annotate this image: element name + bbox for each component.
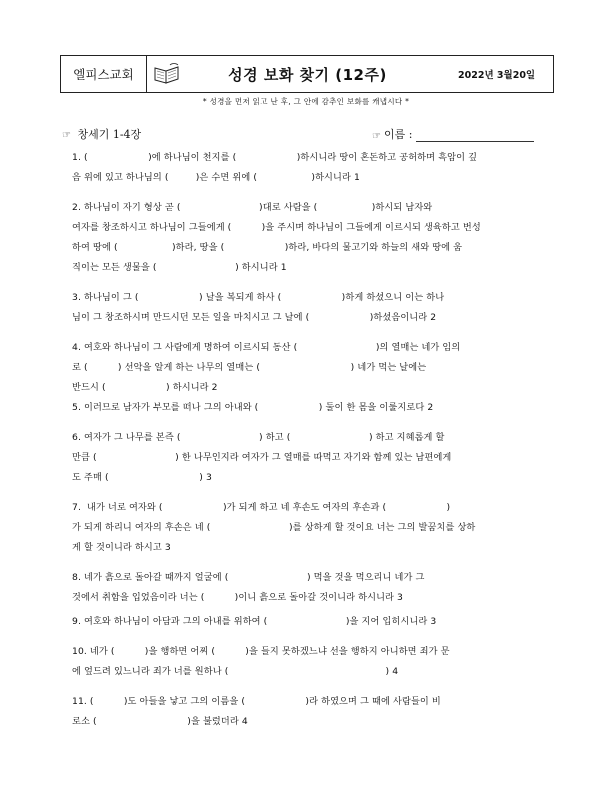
passage-text: 창세기 1-4장 <box>77 128 142 141</box>
pointing-hand-icon: ☞ <box>372 131 381 142</box>
question-line: 6. 여자가 그 나무를 본즉 ( ) 하고 ( ) 하고 지혜롭게 할 <box>72 432 445 443</box>
question-line: 11. ( )도 아들을 낳고 그의 이름을 ( )라 하였으며 그 때에 사람들이 비 <box>72 696 441 707</box>
question-line: 로소 ( )을 불렀더라 4 <box>72 716 248 727</box>
question-line: 게 할 것이니라 하시고 3 <box>72 542 171 553</box>
question-line: 5. 이러므로 남자가 부모를 떠나 그의 아내와 ( ) 둘이 한 몸을 이룰지로다 2 <box>72 402 434 413</box>
question-line: 하여 땅에 ( )하라, 땅을 ( )하라, 바다의 물고기와 하늘의 새와 땅에 움 <box>72 242 463 253</box>
question-line: 1. ( )에 하나님이 천지를 ( )하시니라 땅이 혼돈하고 공허하며 흑암이 깊 <box>72 152 478 163</box>
question-line: 도 주매 ( ) 3 <box>72 472 212 483</box>
question-item <box>72 692 544 732</box>
question-line: 에 엎드려 있느니라 죄가 너를 원하나 ( ) 4 <box>72 666 399 677</box>
question-line: 반드시 ( ) 하시니라 2 <box>72 382 218 393</box>
question-line: 만큼 ( ) 한 나무인지라 여자가 그 열매를 따먹고 자기와 함께 있는 남편에게 <box>72 452 452 463</box>
name-label: 이름 : <box>383 128 413 141</box>
name-blank-line[interactable] <box>416 129 534 142</box>
question-line: 7. 내가 너로 여자와 ( )가 되게 하고 네 후손도 여자의 후손과 ( ) <box>72 502 451 513</box>
question-item <box>72 398 544 418</box>
question-item <box>72 288 544 328</box>
question-line: 4. 여호와 하나님이 그 사람에게 명하여 이르시되 동산 ( )의 열매는 네가 임의 <box>72 342 461 353</box>
name-field <box>372 126 534 142</box>
question-line: 님이 그 창조하시며 만드시던 모든 일을 마치시고 그 날에 ( )하셨음이니라 2 <box>72 312 437 323</box>
question-item <box>72 148 544 188</box>
question-line: 로 ( ) 선악을 알게 하는 나무의 열매는 ( ) 네가 먹는 날에는 <box>72 362 427 373</box>
header-box <box>60 55 554 93</box>
question-item <box>72 568 544 608</box>
question-line: 것에서 취함을 입었음이라 너는 ( )이니 흙으로 돌아갈 것이니라 하시니라 3 <box>72 592 403 603</box>
question-item <box>72 642 544 682</box>
instruction-text: * 성경을 먼저 읽고 난 후, 그 안에 감추인 보화를 캐냅시다 * <box>202 97 410 106</box>
question-line: 8. 네가 흙으로 돌아갈 때까지 얼굴에 ( ) 먹을 것을 먹으리니 네가 그 <box>72 572 425 583</box>
question-item <box>72 338 544 398</box>
pointing-hand-icon: ☞ <box>62 130 71 141</box>
church-name: 엘피스교회 <box>61 56 147 92</box>
question-line: 3. 하나님이 그 ( ) 날을 복되게 하사 ( )하게 하셨으니 이는 하나 <box>72 292 445 303</box>
question-line: 직이는 모든 생물을 ( ) 하시니라 1 <box>72 262 287 273</box>
question-item <box>72 612 544 632</box>
passage-reference <box>62 126 141 142</box>
question-line: 여자를 창조하시고 하나님이 그들에게 ( )을 주시며 하나님이 그들에게 이르시되 생육하고 번성 <box>72 222 481 233</box>
date-label: 2022년 3월20일 <box>458 70 536 81</box>
question-line: 2. 하나님이 자기 형상 곧 ( )대로 사람을 ( )하시되 남자와 <box>72 202 433 213</box>
bible-book-icon <box>147 56 187 92</box>
question-line: 9. 여호와 하나님이 아담과 그의 아내를 위하여 ( )을 지어 입히시니라 3 <box>72 616 437 627</box>
question-line: 가 되게 하리니 여자의 후손은 네 ( )를 상하게 할 것이요 너는 그의 발꿈치를 상하 <box>72 522 476 533</box>
question-line: 10. 네가 ( )을 행하면 어찌 ( )을 들지 못하겠느냐 선을 행하지 아니하면 죄가 문 <box>72 646 450 657</box>
question-line: 음 위에 있고 하나님의 ( )은 수면 위에 ( )하시니라 1 <box>72 172 360 183</box>
question-item <box>72 428 544 488</box>
question-item <box>72 498 544 558</box>
page-title: 성경 보화 찾기 (12주) <box>228 65 387 84</box>
question-item <box>72 198 544 278</box>
